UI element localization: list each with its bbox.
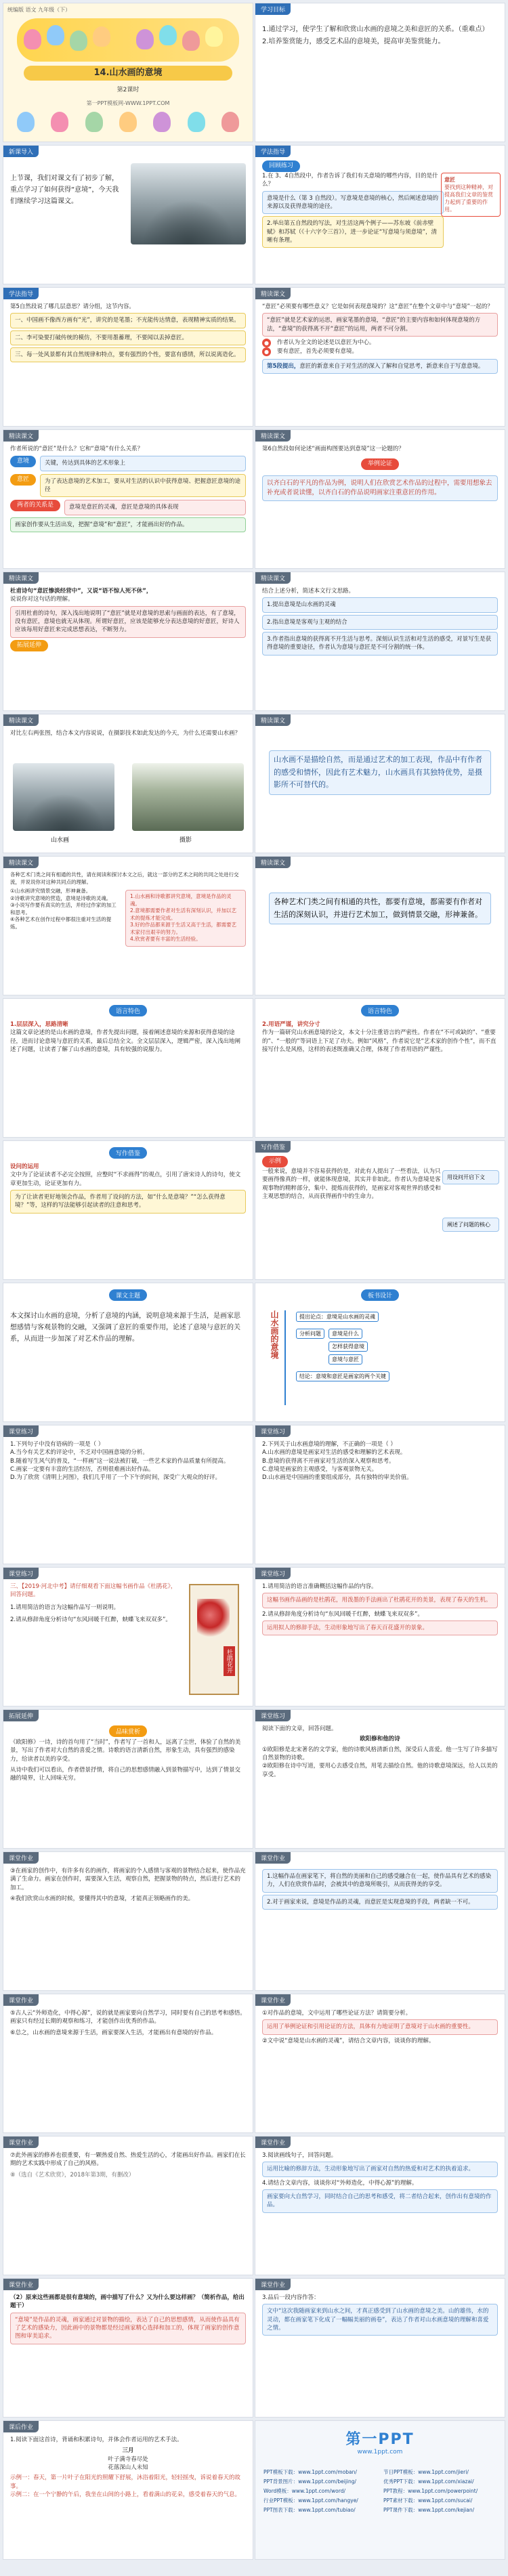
slide-appreciation[interactable]: [3, 1709, 253, 1849]
slide-tag: 课堂作业: [3, 2137, 39, 2148]
exercise-sub-2: 2.请从修辞角度分析诗句“东风回暖千红醉，蛱蝶飞来双双多”。: [10, 1616, 171, 1623]
kid-icon: [17, 112, 35, 132]
feature-text: 这篇文章论述的是山水画的意境，作者先提出问题，接着阐述意境的来源和获得意境的途径，进而讨论意境与意匠的关系，最后总结全文。全文层层深入，逻辑严密，深入浅出地阐述了问题，让读者了解了山水画的意境，具有较强的说服力。: [10, 1029, 241, 1053]
link-item[interactable]: PPT背景图片：www.1ppt.com/beijing/: [263, 2478, 357, 2485]
slide-tag: 新课导入: [3, 146, 39, 157]
slide-homework-4[interactable]: [255, 1994, 505, 2133]
homework-para-1: 1.这幅作品在画家笔下，将自然的美丽和自己的感受融合在一起，使作品具有艺术的感染力，人们在欣赏作品时，会被其中的意境所吸引，从而获得美的享受。: [262, 1869, 498, 1893]
slide-tag: 精读课文: [255, 572, 291, 584]
slide-tag: 精读课文: [3, 572, 39, 584]
slide-tag: 精读课文: [255, 288, 291, 299]
arts-point-1: ①山水画讲究情景交融，形神兼备。: [10, 888, 91, 894]
slide-tag: 精读课文: [255, 857, 291, 868]
arts-point-3: ③小说写作要有真实的生活，并经过作家的加工和思考。: [10, 902, 117, 916]
relation-question: 作者所说的“意匠”是什么？它和“意境”有什么关系？: [10, 446, 144, 452]
slide-compare[interactable]: [3, 714, 253, 853]
homework-question-2: 4.请结合文章内容，谈谈你对“外师造化，中得心源”的理解。: [262, 2179, 418, 2187]
exercise-sub-1: 1.请用简洁的语言为这幅作品写一则说明。: [10, 1604, 120, 1611]
review-a1: 意境是什么（第 3 自然段）。写意境是意境的核心，然后阐述意境的来源以及获得意境的途径。: [262, 191, 444, 215]
slide-grid: [3, 3, 505, 2560]
option-d: D.山水画是中国画的重要组成部分，具有独特的审美价值。: [262, 1474, 412, 1482]
para5-point-1: 一、中国画不像西方画有“光”，讲究的是笔墨；不光能传达情意，表现精神实质的结果。: [10, 313, 246, 328]
slide-feature-2[interactable]: [255, 998, 505, 1138]
slide-dufu[interactable]: [3, 572, 253, 711]
link-item[interactable]: 节日PPT模板：www.1ppt.com/jieri/: [383, 2469, 469, 2475]
slide-tag: 课堂作业: [255, 1994, 291, 2006]
section-badge: 写作借鉴: [109, 1147, 147, 1159]
method-badge: 举例论证: [361, 458, 399, 470]
yijing-desc: 关键，传达到具体的艺术形象上: [40, 456, 246, 471]
homework-answer: 文中“这次我随画家来到山水之间，才真正感受到了山水画的意境之美。山的雄伟，水的灵动，都在画家笔下化成了一幅幅美丽的画卷”，表达了作者对山水画意境的理解和喜爱之情。: [262, 2304, 498, 2336]
option-a: A.当今有关艺术的评论中，不乏对中国画意境的分析。: [10, 1449, 148, 1457]
section-badge: 语言特色: [109, 1005, 147, 1016]
yijiang-line-2: 要有意匠，首先必须要有意境。: [277, 347, 358, 355]
slide-tag: 课堂作业: [3, 2279, 39, 2290]
example-1: 示例一：春天，第一片叶子在阳光的照耀下舒展，沐浴着阳光，轻轻摇曳，诉说着春天的故事。: [10, 2474, 241, 2490]
slide-intro[interactable]: [3, 145, 253, 284]
slide-tag: 课堂练习: [3, 1568, 39, 1579]
exercise-sub-2: 2.请从修辞角度分析诗句“东风回暖千红醉，蛱蝶飞来双双多”。: [262, 1610, 423, 1618]
bullet-icon: ●: [262, 339, 271, 347]
compare-question: 对比左右两张图，结合本文内容说说，在摄影技术如此发达的今天，为什么还需要山水画？: [10, 730, 241, 737]
feature-heading: 2.用语严谨，讲究分寸: [262, 1021, 320, 1028]
homework-question-2: ②文中说“意境是山水画的灵魂”，请结合文章内容，谈谈你的理解。: [262, 2037, 435, 2044]
appreciation-badge: 品味赏析: [109, 1725, 147, 1737]
artwork-scroll: [189, 1584, 239, 1695]
slide-tag: 精读课文: [3, 714, 39, 726]
para5-point-3: 三、每一处风景都有其自然规律和特点，要有强烈的个性，要富有感情，所以说离造化。: [10, 347, 246, 362]
goal-2: 2.培养鉴赏能力，感受艺术品的意境美，提高审美鉴赏能力。: [262, 38, 445, 45]
dufu-answer: 引用杜甫的诗句，深入浅出地说明了“意匠”就是对意境的思索与画面的表达，有了意境，没有意匠，意境也就无从体现。所谓好意匠，应该是能够充分表达意境的好意匠，好诗人应该每用好意匠来完成思想表达，不断努力。: [10, 606, 246, 638]
painting-image: [13, 763, 114, 831]
arts-result-2: 2.意境都需要作者对生活有深刻认识，并加以艺术的提炼才能完成。: [130, 907, 237, 921]
structure-item-2: 2.指出意境是客观与主观的结合: [262, 615, 498, 630]
kid-icon: [70, 30, 87, 51]
slide-homework-1[interactable]: [3, 1851, 253, 1991]
homework-source: ⑧（选自《艺术欣赏》，2018年第3期，有删改）: [10, 2171, 135, 2178]
slide-arts-answer[interactable]: [255, 856, 505, 995]
header-left: 统编版 语文 九年级（下）: [7, 7, 71, 13]
kid-icon: [51, 112, 68, 132]
side-note-2: 阐述了问题的核心: [442, 1218, 499, 1232]
photo-image: [132, 763, 244, 831]
kid-icon: [85, 112, 103, 132]
side-note: [441, 173, 501, 217]
board-leaf-2: 怎样获得意境: [329, 1341, 368, 1352]
slide-exercise-1[interactable]: [3, 1425, 253, 1564]
homework-answer-2: 画家要向大自然学习，同时结合自己的思考和感受，将二者结合起来，创作出有意境的作品。: [262, 2189, 498, 2213]
homework-question: （2）原来这些画都是很有意境的，画中描写了什么？又为什么要这样画？（简析作品，给出题干）: [10, 2294, 245, 2310]
poem-title: 三月: [122, 2447, 134, 2455]
slide-writing-2[interactable]: [255, 1140, 505, 1280]
kid-icon: [182, 30, 200, 51]
seal-text: 杜鹃花开: [224, 1646, 235, 1676]
slide-tag: 精读课文: [3, 857, 39, 868]
kid-icon: [221, 112, 239, 132]
kids-banner: [17, 18, 239, 62]
caption-photo: 摄影: [179, 837, 192, 844]
board-leaf-3: 意境与意匠: [329, 1354, 362, 1365]
writing-box: 为了让读者更好地领会作品，作者用了设问的方法，如“什么是意境？”“怎么获得意境？”等，这样的写法能够引起读者的注意和思考。: [10, 1190, 246, 1214]
slide-compare-answer[interactable]: [255, 714, 505, 853]
reading-title: 欧阳修和他的诗: [360, 1736, 400, 1743]
kid-icon: [47, 25, 64, 45]
para5-point-2: 二、李可染要打破传统的模仿，不要用墨蓄理，不要闻以丢掉意匠。: [10, 330, 246, 345]
dufu-quote: 杜甫诗句“意匠惨淡经营中”，又说“语不惊人死不休”，: [10, 588, 152, 595]
review-q1: 1.在 3、4自然段中，作者告诉了我们有关意境的哪些内容，目的是什么？: [262, 173, 438, 188]
exercise-answer-2: 运用拟人的修辞手法，生动形象地写出了春天百花盛开的景象。: [262, 1620, 498, 1635]
slide-board[interactable]: [255, 1283, 505, 1422]
relation-text: 意境是意匠的灵魂，意匠是意境的具体表现: [64, 500, 246, 515]
homework-question: 3.品后一段内容作答：: [262, 2294, 320, 2301]
reading-instruction: 阅读下面的文章，回答问题。: [262, 1725, 337, 1732]
arts-result-3: 3.好的作品都来源于生活又高于生活，都需要艺术家付出艰辛的努力。: [130, 922, 237, 935]
slide-homework-6[interactable]: [255, 2136, 505, 2275]
slide-homework-3[interactable]: [3, 1994, 253, 2133]
link-item[interactable]: PPT素材下载：www.1ppt.com/sucai/: [383, 2497, 473, 2504]
poem-line-2: 花落深山人未知: [108, 2464, 148, 2471]
option-c: C.意境是画家的主观感受，与客观景物无关。: [262, 1465, 378, 1473]
board-node-1: 提出论点：意境是山水画的灵魂: [296, 1312, 379, 1322]
homework-para-2: 2.对于画家来说，意境是作品的灵魂，而意匠是实现意境的手段，两者缺一不可。: [262, 1895, 498, 1910]
section-badge: 板书设计: [361, 1289, 399, 1301]
poem-line-1: 叶子满寺春尽处: [108, 2455, 148, 2463]
slide-objectives[interactable]: [255, 3, 505, 142]
structure-item-3: 3.作者指出意境的获得离不开生活与思考。深刻认识生活和对生活的感受，对景写生是获得意境的重要途径，作者认为意境与意匠是不可分割的统一体。: [262, 632, 498, 656]
theme-text: 本文探讨山水画的意境，分析了意境的内涵，说明意境来源于生活，是画家思想感情与客观景物的交融，又强调了意匠的重要作用，论述了意境与意匠的关系，从而进一步加深了对艺术作品的理解。: [10, 1312, 240, 1343]
kid-icon: [188, 112, 205, 132]
subtitle: 第2课时: [117, 87, 140, 93]
section-badge: 课文主题: [109, 1289, 147, 1301]
homework-para-1: ③在画家的创作中，有许多有名的画作，将画家的个人感情与客观的景物结合起来，使作品充满了生命力。画家在创作时，需要深入生活，观察自然，把握景物的特点，然后进行艺术的加工。: [10, 1868, 246, 1891]
label-yijiang: 意匠: [10, 474, 36, 486]
para5-question: 第5自然段说了哪几层意思？请分组，这节内容。: [10, 303, 135, 310]
logo-site: www.1ppt.com: [357, 2449, 403, 2455]
homework-answer: “意境”是作品的灵魂，画家通过对景物的描绘，表达了自己的思想感情，从而使作品具有了艺术的感染力，因此画中的景物都是经过画家精心选择和加工的，体现了画家的创作意图和审美追求。: [10, 2313, 246, 2344]
homework-para-2: ⑥总之，山水画的意境来源于生活，画家要深入生活，才能画出有意境的好作品。: [10, 2029, 217, 2036]
slide-tag: 课堂练习: [255, 1425, 291, 1437]
intro-text: 上节课，我们对课文有了初步了解，重点学习了如何获得“意境”，今天我们继续学习这篇课文。: [10, 175, 119, 205]
board-leaf-1: 意境是什么: [329, 1329, 362, 1339]
exercise-question: 三、【2019·河北中考】请仔细观看下面这幅书画作品《杜鹃花》，回答问题。: [10, 1583, 177, 1599]
site-text: 第一PPT模板网-WWW.1PPT.COM: [86, 100, 170, 106]
homework-para-1: ⑤古人云“外师造化，中得心源”，说的就是画家要向自然学习，同时要有自己的思考和感悟。画家只有经过长期的观察和练习，才能创作出优秀的作品。: [10, 2010, 246, 2025]
caption-painting: 山水画: [51, 837, 70, 844]
option-b: B.意境的获得离不开画家对生活的深入观察和思考。: [262, 1457, 395, 1465]
slide-footer-links[interactable]: [255, 2420, 505, 2560]
slide-after-class[interactable]: [3, 2420, 253, 2560]
slide-tag: 课堂作业: [255, 2279, 291, 2290]
feature-heading: 1.层层深入，思路清晰: [10, 1021, 68, 1028]
compare-answer: 山水画不是描绘自然，而是通过艺术的加工表现，作品中有作者的感受和情怀，因此有艺术魅力，山水画具有其独特优势，是摄影所不可替代的。: [269, 750, 491, 795]
after-class-instruction: 1.阅读下面这首诗，背诵和积累诗句，并体会作者运用的艺术手法。: [10, 2437, 183, 2443]
link-item[interactable]: PPT教程：www.1ppt.com/powerpoint/: [383, 2488, 478, 2494]
slide-tag: 课堂练习: [255, 1710, 291, 1721]
appreciation-text-2: 从诗中我们可以看出，作者借景抒情，将自己的思想感情融入到景物描写中，达到了情景交融的境界，让人回味无穷。: [10, 1766, 241, 1782]
board-node-3: 结论：意境和意匠是画家的两个关键: [296, 1371, 389, 1381]
review-q2: 2.举出第五自然段的写法，对生活这两个例子——苏东坡《前赤壁赋》和苏轼（《十六字令三首》），进一步论证“写意境与须意境”，清晰有条理。: [262, 216, 444, 248]
yijiang-question: “意匠”必须要有哪些意义？它是如何表现意境的？这“意匠”在整个文章中与“意境”一起的？: [262, 303, 493, 310]
slide-tag: 课后作业: [3, 2421, 39, 2432]
link-item[interactable]: PPT课件下载：www.1ppt.com/kejian/: [383, 2507, 475, 2513]
appreciation-text-1: 《欧阳修》一诗，诗的首句用了“当时”，作者写了一首和人，远离了尘世，体验了自然的美景，写出了作者对大自然的喜爱之情。诗歌的语言清新自然，形象生动，具有强烈的感染力，给读者以美的享受。: [10, 1739, 241, 1763]
kids-bottom: [17, 112, 239, 136]
label-relation: 两者的关系是: [10, 500, 60, 511]
homework-answer-1: 运用了举例论证和引用论证的方法，具体有力地证明了意境对于山水画的重要性。: [262, 2019, 498, 2034]
writing-heading: 设问的运用: [10, 1163, 39, 1170]
side-text: 要找到这种精神，对提高我们文章的鉴赏力起到了重要的作用。: [444, 184, 493, 213]
option-a: A.山水画的意境是画家对生活的感受和理解的艺术表现。: [262, 1449, 406, 1457]
slide-tag: 拓展延伸: [3, 1710, 39, 1721]
exercise-answer-1: 这幅书画作品画的是杜鹃花，用泼墨的手法画出了杜鹃花开的美景，表现了春天的生机。: [262, 1593, 498, 1608]
reading-para-1: ①欧阳修是北宋著名的文学家，他的诗歌风格清新自然，深受后人喜爱。他一生写了许多描写自然景物的诗歌。: [262, 1746, 498, 1761]
side-label: 意匠: [444, 177, 455, 183]
slide-tag: 课堂作业: [3, 1994, 39, 2006]
slide-exercise-3[interactable]: [3, 1567, 253, 1706]
slide-arts-common[interactable]: [3, 856, 253, 995]
slide-tag: 课堂练习: [255, 1568, 291, 1579]
para6-answer: 以齐白石的平凡的作品为例，说明人们在欣赏艺术作品的过程中，需要用想象去补充或者说读懂，以齐白石的作品说明画家注重意匠的作用。: [262, 475, 498, 501]
flower-icon: [197, 1599, 230, 1639]
kid-icon: [153, 112, 171, 132]
dufu-prompt: 说说你对这句话的理解。: [10, 596, 74, 603]
slide-tag: 写作借鉴: [255, 1141, 291, 1153]
homework-answer-1: 运用比喻的修辞方法，生动形象地写出了画家对自然的热爱和对艺术的执着追求。: [262, 2162, 498, 2176]
link-item[interactable]: Word模板：www.1ppt.com/word/: [263, 2488, 345, 2494]
section-badge: 语言特色: [361, 1005, 399, 1016]
label-yijing: 意境: [10, 456, 36, 467]
slide-homework-8[interactable]: [255, 2278, 505, 2418]
slide-homework-7[interactable]: [3, 2278, 253, 2418]
slide-tag: 学法指导: [255, 146, 291, 157]
slide-para6[interactable]: [255, 429, 505, 569]
slide-para5[interactable]: [3, 287, 253, 427]
slide-writing-1[interactable]: [3, 1140, 253, 1280]
structure-question: 结合上述分析，简述本文行文思路。: [262, 588, 355, 595]
yijiang-desc: 为了表达意境的艺术加工，要从对生活的认识中获得意境、把握意匠意境的途径: [40, 474, 246, 498]
homework-para-1: ⑦此外画家的修养也很重要，有一颗热爱自然、热爱生活的心，才能画出好作品。画家们在长期的艺术实践中形成了自己的风格。: [10, 2152, 246, 2168]
homework-question-1: 3.阅读画线句子，回答问题。: [262, 2152, 337, 2159]
kid-icon: [136, 29, 154, 49]
feature-text: 作为一篇研究山水画意境的论文，本文十分注重语言的严密性。作者在“不可或缺的”、“重要的”、“一般的”等词语上下足了功夫。例如“风格”，作者说它是“艺术家的创作个性”，而不直接写什么是风格，这样的表述既准确又合理，体现了作者用语的严谨性。: [262, 1029, 496, 1053]
slide-title[interactable]: [3, 3, 253, 142]
kid-icon: [24, 29, 41, 49]
structure-item-1: 1.提出意境是山水画的灵魂: [262, 597, 498, 612]
yijiang-p1: 第5段提出，: [267, 362, 300, 370]
yijiang-line-1: 作者认为全文的论述是以意匠为中心。: [277, 339, 375, 346]
reading-para-2: ②欧阳修在诗中写道，要用心去感受自然，用笔去描绘自然。他的诗歌意境深远，给人以美的享受。: [262, 1763, 498, 1778]
arts-point-4: ④各种艺术在创作过程中都很注重对生活的提炼。: [10, 916, 112, 930]
slide-tag: 学习目标: [255, 3, 291, 15]
exercise-sub-1: 1.请用简洁的语言准确概括这幅作品的内容。: [262, 1583, 377, 1590]
slide-theme[interactable]: [3, 1283, 253, 1422]
kid-icon: [119, 112, 137, 132]
slide-title-text: 14.山水画的意境: [24, 66, 232, 81]
yijiang-p2: 意匠的新意来自于对生活的深入了解和自觉思考，新意来自于写意意境。: [299, 362, 484, 370]
logo-text: 第一PPT: [345, 2431, 415, 2448]
example-2: 示例二：在一个宁静的午后，我坐在山间的小路上，看着满山的花朵，感受着春天的气息。: [10, 2491, 241, 2498]
arts-question: 各种艺术门类之间有相通的共性，请在阅读和探讨本文之后，就这一部分的艺术之间的共同之处进行交流，并说说你对这种共同点的理解。: [10, 872, 239, 885]
side-note-1: 用设问开启下文: [442, 1170, 499, 1184]
arts-result-4: 4.欣赏者要有丰富的生活经验。: [130, 936, 201, 942]
slide-tag: 课堂练习: [3, 1425, 39, 1437]
kid-icon: [159, 25, 177, 45]
slide-reading[interactable]: [255, 1709, 505, 1849]
slide-tag: 学法指导: [3, 288, 39, 299]
slide-structure[interactable]: [255, 572, 505, 711]
slide-homework-2[interactable]: [255, 1851, 505, 1991]
bullet-icon: ●: [262, 347, 271, 356]
link-item[interactable]: 行业PPT模板：www.1ppt.com/hangye/: [263, 2497, 358, 2504]
goal-1: 1.通过学习，使学生了解和欣赏山水画的意境之美和意匠的关系。（重难点）: [262, 26, 489, 33]
example-badge: 示例: [262, 1156, 288, 1167]
slide-exercise-3-answer[interactable]: [255, 1567, 505, 1706]
board-root: 山水画的意境: [269, 1310, 286, 1405]
yijiang-answer: “意匠”就是艺术家的运思，画家笔墨的意境，“意匠”的主要内容和如何体现意境的方法，“意境”的获得离不开“意匠”的运用，两者不可分割。: [262, 313, 498, 337]
arts-point-2: ②诗歌讲究意境的营造，意境是诗歌的灵魂。: [10, 895, 112, 901]
option-b: B.随着写生风气的普及，“一样画”这一说法被打破，一些艺术家的作品质量有所提高。: [10, 1457, 230, 1465]
homework-para-2: ④我们欣赏山水画的时候，要懂得其中的意境，才能真正领略画作的美。: [10, 1895, 194, 1902]
relation-summary: 画家创作要从生活出发，把握“意境”和“意匠”，才能画出好的作品。: [10, 517, 246, 532]
review-badge: 回顾练习: [262, 160, 300, 172]
slide-tag: 精读课文: [255, 430, 291, 442]
slide-tag: 课堂作业: [255, 1852, 291, 1864]
slide-tag: 课堂作业: [3, 1852, 39, 1864]
link-item[interactable]: PPT模板下载：www.1ppt.com/moban/: [263, 2469, 357, 2475]
slide-feature-1[interactable]: [3, 998, 253, 1138]
option-c: C.画家一定要有丰富的生活经历，否则很难画出好作品。: [10, 1465, 154, 1473]
slide-exercise-2[interactable]: [255, 1425, 505, 1564]
extend-badge: 拓展延伸: [10, 640, 48, 651]
board-node-2: 分析问题: [296, 1329, 324, 1339]
slide-homework-5[interactable]: [3, 2136, 253, 2275]
slide-tag: 课堂作业: [255, 2137, 291, 2148]
homework-question-1: ①对作品的意境，文中运用了哪些论证方法？请简要分析。: [262, 2010, 412, 2017]
slide-review[interactable]: [255, 145, 505, 284]
arts-answer: 各种艺术门类之间有相通的共性，都要有意境，都需要有作者对生活的深刻认识，并进行艺术加工，做到情景交融，形神兼备。: [269, 893, 491, 924]
option-d: D.为了欣赏《清明上河图》，我们几乎用了一个下午的时间，深受广大观众的好评。: [10, 1474, 221, 1482]
writing-text: 文中为了论证读者不必完全按照，应整时“不求画得”的观点，引用了唐宋诗人的诗句，使文章更加生动，论证更加有力。: [10, 1172, 241, 1187]
landscape-painting: [131, 163, 246, 244]
arts-result-1: 1.山水画和诗歌都讲究意境，意境是作品的灵魂。: [130, 893, 232, 907]
slide-yijiang[interactable]: [255, 287, 505, 427]
link-item[interactable]: PPT图表下载：www.1ppt.com/tubiao/: [263, 2507, 356, 2513]
kid-icon: [205, 26, 223, 47]
exercise-question: 1.下列句子中没有语病的一项是（ ）: [10, 1441, 104, 1448]
slide-relation[interactable]: [3, 429, 253, 569]
exercise-question: 2.下列关于山水画意境的理解，不正确的一项是（ ）: [262, 1441, 396, 1448]
example-text: 一般来说，意境并不容易获得的是，对此有人提出了一些看法，认为只要画得像真的一样，就能体现意境，其实并非如此。作者认为意境是客观事物的精粹部分，集中、提炼而获得的，是画家对客观世界的感受和主观思想的结合，从而获得画作中的生命力。: [262, 1168, 441, 1200]
para6-question: 第6自然段如何论述“画面构图要达到意境”这一论题的？: [262, 446, 404, 452]
slide-tag: 精读课文: [3, 430, 39, 442]
kid-icon: [93, 26, 110, 47]
slide-tag: 精读课文: [255, 714, 291, 726]
link-item[interactable]: 优秀PPT下载：www.1ppt.com/xiazai/: [383, 2478, 474, 2485]
